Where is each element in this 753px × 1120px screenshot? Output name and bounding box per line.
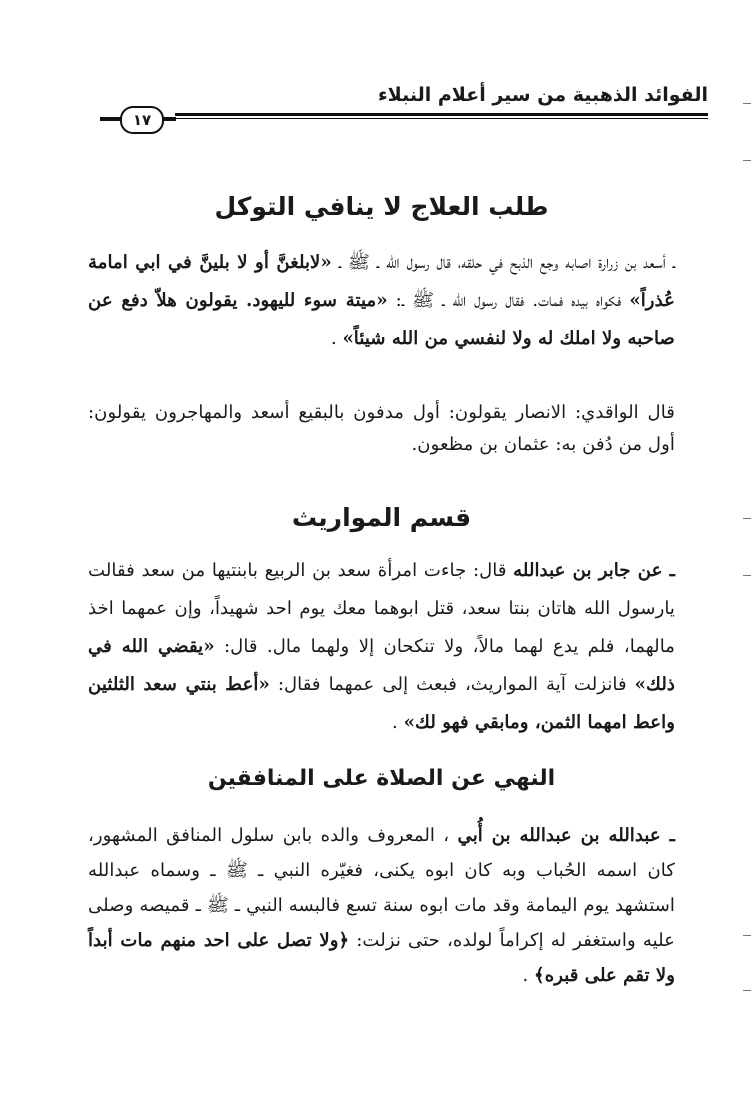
paragraph-text: فانزلت آية المواريث، فبعث إلى عمهما فقال: (269, 674, 627, 695)
quran-verse: ﴿ولا تصل على احد منهم مات أبداً ولا تقم على قبره﴾ (88, 930, 675, 986)
page-header (90, 78, 708, 138)
paragraph-text: ـ أسعد بن زرارة اصابه وجع الذبح في حلقه، قال رسول الله ـ ﷺ ـ (338, 252, 675, 273)
page-number: ١٧ (120, 106, 164, 134)
page-number-ornament (90, 106, 180, 132)
scan-margin-mark (743, 160, 751, 161)
scan-margin-mark (743, 575, 751, 576)
hadith-quote: «يقضي الله في ذلك» (88, 636, 675, 695)
section-heading-treatment: طلب العلاج لا ينافي التوكل (214, 192, 549, 221)
paragraph-asad-bin-zurara (88, 244, 675, 358)
paragraph-text: فكواه بيده فمات. فقال رسول الله ـ ﷺ ـ: (387, 290, 622, 311)
paragraph-text: . (392, 712, 398, 733)
scan-margin-mark (743, 103, 751, 104)
paragraph-text: . (330, 328, 337, 349)
hadith-quote: «أعط بنتي سعد الثلثين واعط امهما الثمن، ومابقي فهو لك» (88, 674, 675, 733)
narrator-name: ـ عن جابر بن عبدالله (513, 560, 675, 581)
section-heading-inheritance: قسم المواريث (291, 503, 472, 532)
paragraph-text: . (522, 965, 529, 986)
paragraph-text: قال الواقدي: الانصار يقولون: أول مدفون بالبقيع أسعد والمهاجرون يقولون: أول من دُفن به: عثمان بن مظعون. (88, 402, 675, 455)
paragraph-text: قال: جاءت امرأة سعد بن الربيع بابنتيها من سعد فقالت يارسول الله هاتان بنتا سعد، قتل ابوهما معك يوم احد شهيداً، وإن عمهما اخذ مالهما، فلم يدع لهما مالاً، ولا تنكحان إلا ولهما مال. قال: (88, 560, 676, 657)
narrator-name: ـ عبدالله بن عبدالله بن أُبي (457, 825, 675, 846)
paragraph-text: ، المعروف والده بابن سلول المنافق المشهور، كان اسمه الحُباب وبه كان ابوه يكنى، فغيّره النبي ـ ﷺ ـ وسماه عبدالله استشهد يوم اليمامة وقد مات ابوه سنة تسع فالبسه النبي ـ ﷺ ـ قميصه وصلى عليه واستغفر له إكراماً لولده، حتى نزلت: (88, 825, 675, 951)
paragraph-jabir (88, 552, 675, 742)
header-rule-thick (175, 113, 708, 116)
scan-margin-mark (743, 518, 751, 519)
hadith-quote: «ميتة سوء لليهود. يقولون هلاّ دفع عن صاحبه ولا املك له ولا لنفسي من الله شيئاً» (88, 290, 675, 349)
scan-margin-mark (743, 990, 751, 991)
paragraph-waqidi (88, 397, 675, 461)
running-title: الفوائد الذهبية من سير أعلام النبلاء (377, 84, 708, 106)
hadith-quote: «لابلغنَّ أو لا بلينَّ في ابي امامة عُذراً» (88, 252, 675, 311)
paragraph-abdullah-bin-ubayy (88, 818, 675, 993)
scan-margin-mark (743, 935, 751, 936)
section-heading-hypocrites: النهي عن الصلاة على المنافقين (207, 766, 556, 791)
header-rule-thin (175, 118, 708, 119)
page-number-bar-left (100, 117, 122, 121)
